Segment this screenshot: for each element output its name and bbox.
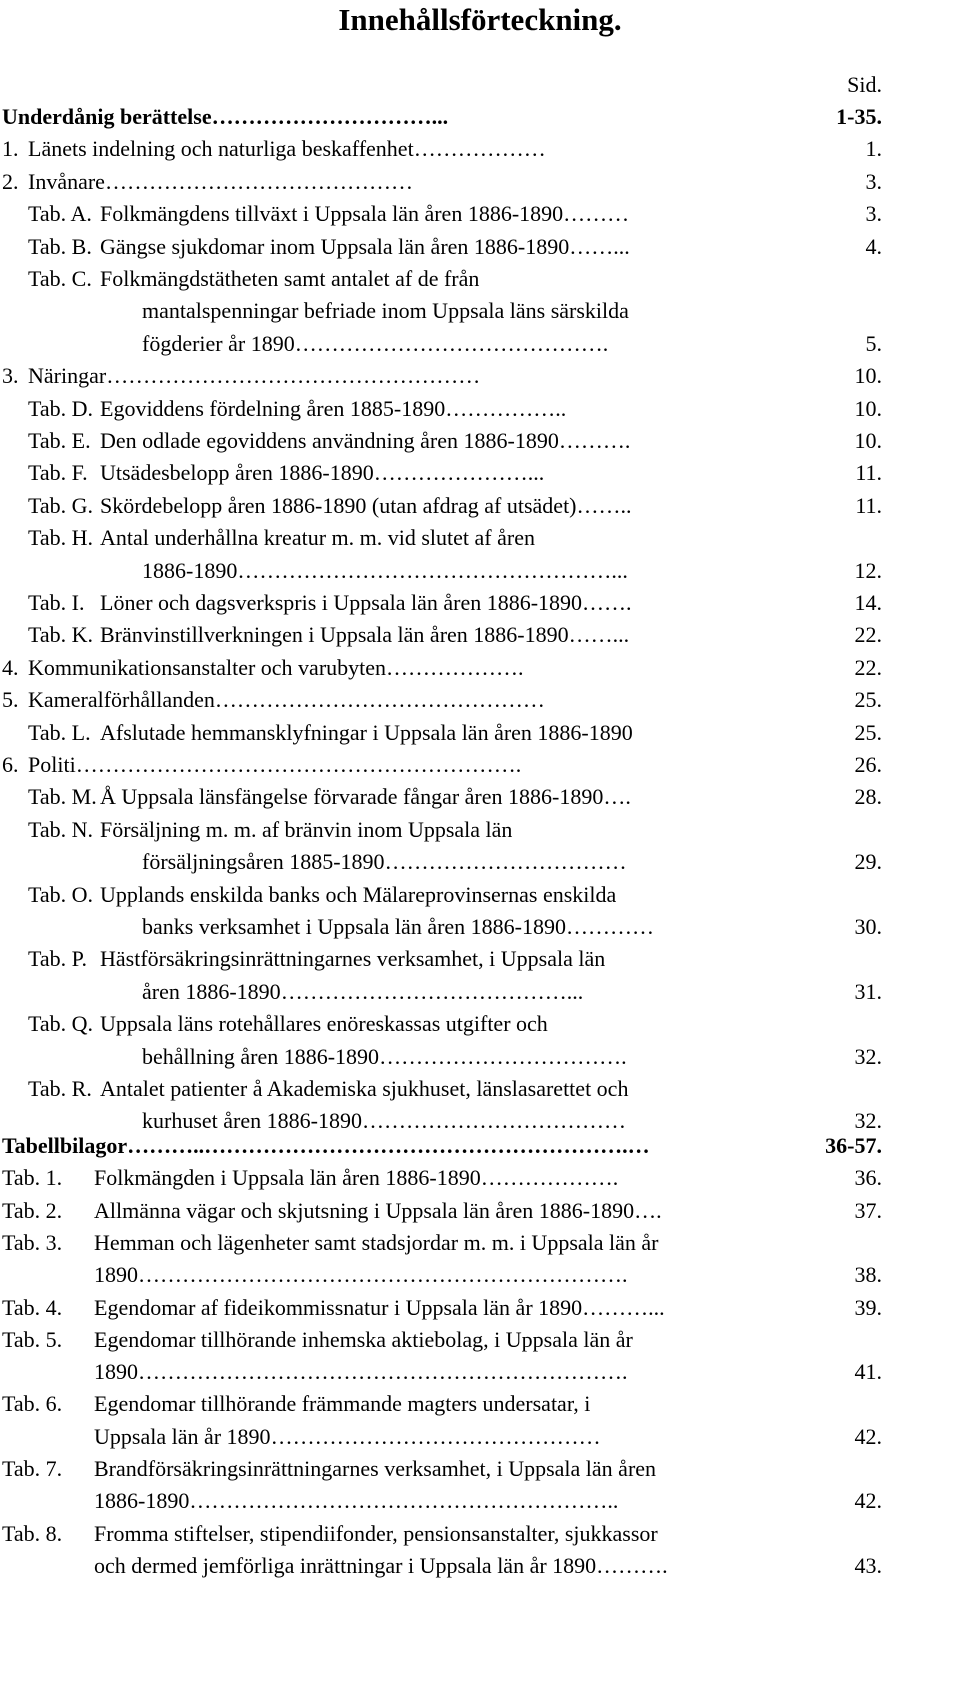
entry-leader: ………. (596, 1552, 668, 1578)
entry-title: åren 1886-1890 (142, 978, 281, 1004)
toc-entry (2, 977, 882, 1007)
toc-entry (2, 232, 882, 262)
toc-entry (2, 329, 882, 359)
entry-title: Näringar (28, 363, 107, 389)
entry-leader: ……………………………………. (294, 330, 609, 356)
toc-entry (2, 1357, 882, 1387)
entry-leader: …………………... (373, 460, 545, 486)
entry-title: Löner och dagsverkspris i Uppsala län åren 1886-1890 (100, 590, 583, 615)
toc-entry (2, 880, 882, 910)
entry-leader: ………. (558, 428, 631, 453)
toc-entry (2, 1009, 882, 1039)
entry-label: Tab. C. (28, 266, 92, 291)
entry-page-number: 39. (854, 1294, 882, 1320)
entry-title: 1886-1890 (94, 1488, 190, 1514)
toc-entry (2, 426, 882, 456)
entry-title: Politi (28, 752, 76, 777)
toc-entry (2, 1389, 882, 1419)
toc-entry (2, 1325, 882, 1355)
toc-entry (2, 782, 882, 812)
toc-entry (2, 1074, 882, 1104)
entry-title: Antalet patienter å Akademiska sjukhuset, länslasarettet och (100, 1076, 629, 1101)
entry-title: Kameralförhållanden (28, 687, 215, 713)
entry-page-number: 1. (865, 136, 882, 162)
toc-entry (2, 556, 882, 586)
entry-title: Egoviddens fördelning åren 1885-1890 (100, 395, 446, 421)
entry-page-number: 22. (854, 622, 882, 648)
entry-label: Tab. O. (28, 881, 94, 907)
entry-page-number: 30. (854, 914, 882, 939)
entry-leader: ……………………………… (361, 1108, 626, 1134)
entry-label: 2. (2, 168, 19, 194)
entry-title: Uppsala läns rotehållares enöreskassas utgifter och (100, 1011, 548, 1037)
entry-title: Utsädesbelopp åren 1886-1890 (100, 460, 374, 486)
entry-page-number: 42. (854, 1423, 882, 1449)
entry-label: Tab. F. (28, 460, 88, 486)
page-column-header: Sid. (847, 72, 882, 97)
entry-leader: ………... (582, 1294, 665, 1320)
entry-leader: …………………………………… (104, 168, 413, 194)
entry-leader: ……... (568, 622, 630, 648)
entry-page-number: 11. (855, 460, 882, 486)
entry-title: Egendomar af fideikommissnatur i Uppsala län år 1890 (94, 1294, 583, 1320)
entry-title: 1886-1890 (142, 557, 238, 583)
entry-label: Tab. M. (28, 784, 97, 810)
toc-entry (2, 458, 882, 488)
entry-label: Tab. N. (28, 816, 94, 842)
toc-entry (2, 653, 882, 683)
entry-page-number: 29. (854, 849, 882, 875)
entry-title: Fromma stiftelser, stipendiifonder, pensionsanstalter, sjukkassor (94, 1520, 658, 1546)
entry-leader: …………………………………………… (106, 363, 481, 389)
entry-label: Tab. A. (28, 201, 92, 227)
entry-label: 5. (2, 687, 19, 713)
entry-title: försäljningsåren 1885-1890 (142, 849, 385, 875)
entry-title: Försäljning m. m. af bränvin inom Uppsala län (100, 816, 513, 842)
entry-leader: ………… (566, 914, 654, 939)
toc-entry (2, 912, 882, 942)
entry-page-number: 36-57. (825, 1133, 882, 1158)
entry-title: Folkmängden i Uppsala län åren 1886-1890 (94, 1165, 481, 1191)
entry-leader: ……………………………………………………. (75, 752, 522, 777)
entry-title: Tabellbilagor (2, 1133, 128, 1158)
toc-entry (2, 750, 882, 780)
entry-title: Gängse sjukdomar inom Uppsala län åren 1886-1890 (100, 233, 570, 259)
toc-entry (2, 1293, 882, 1323)
entry-leader: …………………………………………………………. (138, 1359, 628, 1385)
toc-entry (2, 199, 882, 229)
entry-page-number: 31. (854, 978, 882, 1004)
entry-page-number: 22. (854, 654, 882, 680)
entry-label: Tab. 6. (2, 1391, 63, 1417)
toc-entry (2, 1551, 882, 1581)
entry-title: kurhuset åren 1886-1890 (142, 1108, 362, 1134)
entry-label: Tab. L. (28, 719, 91, 745)
entry-title: Brandförsäkringsinrättningarnes verksamhet, i Uppsala län åren (94, 1456, 657, 1481)
entry-title: Upplands enskilda banks och Mälareprovinsernas enskilda (100, 881, 617, 907)
entry-leader: ………………………………………………….. (189, 1488, 619, 1514)
entry-page-number: 41. (854, 1359, 882, 1385)
entry-label: Tab. I. (28, 590, 85, 615)
entry-title: Hästförsäkringsinrättningarnes verksamhet, i Uppsala län (100, 946, 606, 972)
entry-title: Allmänna vägar och skjutsning i Uppsala län åren 1886-1890 (94, 1197, 635, 1223)
entry-label: Tab. 3. (2, 1229, 63, 1255)
entry-leader: …….. (576, 492, 632, 518)
toc-entry (2, 1260, 882, 1290)
entry-label: Tab. 2. (2, 1197, 63, 1223)
entry-page-number: 25. (854, 719, 882, 745)
entry-page-number: 25. (854, 687, 882, 713)
entry-title: och dermed jemförliga inrättningar i Uppsala län år 1890 (94, 1552, 597, 1578)
entry-title: fögderier år 1890 (142, 330, 295, 356)
entry-leader: ……………………………. (379, 1043, 627, 1069)
toc-entry (2, 588, 882, 618)
entry-leader: ……………………………………………... (237, 557, 628, 583)
entry-title: 1890 (94, 1262, 138, 1288)
entry-label: Tab. 5. (2, 1326, 63, 1352)
entry-leader: …………………………... (211, 104, 449, 129)
page-title: Innehållsförteckning. (338, 2, 622, 37)
entry-page-number: 37. (854, 1197, 882, 1223)
entry-title: Folkmängdens tillväxt i Uppsala län åren 1886-1890 (100, 201, 564, 227)
entry-page-number: 1-35. (836, 104, 882, 129)
toc-entry (2, 944, 882, 974)
entry-page-number: 38. (854, 1262, 882, 1288)
entry-label: 4. (2, 654, 19, 680)
entry-leader: …………………………………... (280, 978, 584, 1004)
entry-title: Bränvinstillverkningen i Uppsala län åren 1886-1890 (100, 622, 569, 648)
entry-page-number: 12. (854, 557, 882, 583)
toc-entry (2, 1196, 882, 1226)
entry-title: banks verksamhet i Uppsala län åren 1886-1890 (142, 914, 566, 939)
toc-entry (2, 491, 882, 521)
entry-label: Tab. P. (28, 946, 87, 972)
entry-title: Å Uppsala länsfängelse förvarade fångar åren 1886-1890 (100, 784, 604, 810)
toc-entry (2, 264, 882, 294)
entry-label: 6. (2, 752, 19, 777)
toc-entry (2, 296, 882, 326)
toc-entry (2, 1163, 882, 1193)
toc-entry (2, 1422, 882, 1452)
entry-page-number: 28. (854, 784, 882, 810)
entry-label: 3. (2, 363, 19, 389)
entry-title: 1890 (94, 1359, 138, 1385)
entry-leader: ………………. (386, 654, 524, 680)
entry-leader: ………………. (480, 1165, 619, 1191)
entry-page-number: 5. (865, 330, 882, 356)
toc-entry (2, 1486, 882, 1516)
entry-title: Egendomar tillhörande inhemska aktiebolag, i Uppsala län år (94, 1326, 633, 1352)
entry-page-number: 32. (854, 1108, 882, 1134)
entry-page-number: 3. (865, 201, 882, 227)
entry-label: Tab. E. (28, 428, 91, 453)
toc-entry (2, 167, 882, 197)
entry-title: Den odlade egoviddens användning åren 1886-1890 (100, 428, 559, 453)
entry-label: 1. (2, 136, 19, 162)
entry-leader: ……………… (413, 136, 546, 162)
toc-entry (2, 102, 882, 132)
entry-title: Underdånig berättelse (2, 104, 212, 129)
entry-leader: ………..………………………………………………….… (127, 1133, 650, 1158)
entry-title: Invånare (28, 168, 105, 194)
entry-leader: …………………………… (384, 849, 627, 875)
entry-leader: …. (634, 1197, 662, 1223)
entry-title: Kommunikationsanstalter och varubyten (28, 654, 387, 680)
entry-page-number: 36. (854, 1165, 882, 1191)
toc-entry (2, 134, 882, 164)
entry-page-number: 32. (854, 1043, 882, 1069)
entry-page-number: 42. (854, 1488, 882, 1514)
toc-entry (2, 815, 882, 845)
toc-entry (2, 523, 882, 553)
entry-label: Tab. 7. (2, 1456, 63, 1481)
entry-page-number: 11. (855, 492, 882, 518)
toc-entry (2, 1519, 882, 1549)
entry-label: Tab. 1. (2, 1165, 63, 1191)
entry-leader: ……... (569, 233, 630, 259)
toc-entry (2, 718, 882, 748)
entry-label: Tab. R. (28, 1076, 92, 1101)
toc-entry (2, 685, 882, 715)
entry-leader: ……. (582, 590, 632, 615)
entry-title: Skördebelopp åren 1886-1890 (utan afdrag af utsädet) (100, 492, 577, 518)
entry-title: mantalspenningar befriade inom Uppsala läns särskilda (142, 298, 629, 324)
entry-leader: ……………………………………… (270, 1423, 601, 1449)
toc-entry (2, 1454, 882, 1484)
toc-entry (2, 1042, 882, 1072)
entry-label: Tab. G. (28, 492, 94, 518)
entry-label: Tab. 8. (2, 1520, 63, 1546)
toc-entry (2, 620, 882, 650)
toc-entry (2, 1131, 882, 1161)
entry-page-number: 10. (854, 363, 882, 389)
entry-label: Tab. K. (28, 622, 94, 648)
entry-label: Tab. H. (28, 525, 94, 551)
entry-page-number: 10. (854, 428, 882, 453)
entry-title: behållning åren 1886-1890 (142, 1043, 380, 1069)
entry-leader: …. (603, 784, 631, 810)
entry-title: Afslutade hemmansklyfningar i Uppsala län åren 1886-1890 (100, 719, 633, 745)
entry-leader: ……… (563, 201, 630, 227)
entry-title: Folkmängdstätheten samt antalet af de från (100, 266, 480, 291)
entry-leader: …………………………………………………………. (138, 1262, 628, 1288)
toc-entry (2, 361, 882, 391)
entry-title: Länets indelning och naturliga beskaffenhet (28, 136, 414, 162)
entry-page-number: 26. (854, 752, 882, 777)
entry-label: Tab. D. (28, 395, 94, 421)
entry-label: Tab. Q. (28, 1011, 94, 1037)
toc-entry (2, 847, 882, 877)
entry-leader: …………….. (445, 395, 567, 421)
entry-page-number: 3. (865, 168, 882, 194)
entry-title: Hemman och lägenheter samt stadsjordar m. m. i Uppsala län år (94, 1229, 659, 1255)
entry-title: Egendomar tillhörande främmande magters undersatar, i (94, 1391, 591, 1417)
entry-page-number: 4. (865, 233, 882, 259)
entry-page-number: 43. (854, 1552, 882, 1578)
entry-page-number: 10. (854, 395, 882, 421)
entry-title: Uppsala län år 1890 (94, 1423, 271, 1449)
entry-label: Tab. B. (28, 233, 92, 259)
toc-entry (2, 394, 882, 424)
entry-title: Antal underhållna kreatur m. m. vid slutet af åren (100, 525, 535, 551)
entry-leader: ……………………………………… (214, 687, 545, 713)
entry-page-number: 14. (854, 590, 882, 615)
entry-label: Tab. 4. (2, 1294, 63, 1320)
toc-entry (2, 1228, 882, 1258)
